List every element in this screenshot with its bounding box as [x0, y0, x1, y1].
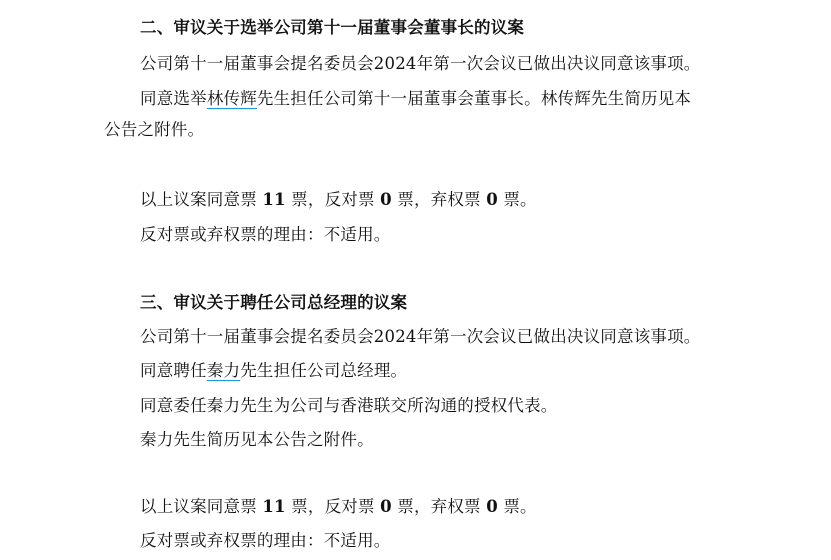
vote-text-d: 票。 [497, 497, 537, 516]
section-2-paragraph-2 [140, 88, 691, 110]
vote-abstain-count: 0 [486, 190, 498, 209]
section-2-heading: 二、审议关于选举公司第十一届董事会董事长的议案 [140, 18, 525, 37]
vote-against-count: 0 [380, 190, 392, 209]
vote-text-a: 以上议案同意票 [140, 190, 263, 209]
section-2-paragraph-1: 公司第十一届董事会提名委员会2024年第一次会议已做出决议同意该事项。 [140, 54, 701, 73]
section-2-vote-result [140, 189, 537, 211]
vote-abstain-count: 0 [486, 497, 498, 516]
section-3-paragraph-3: 同意委任秦力先生为公司与香港联交所沟通的授权代表。 [140, 396, 558, 415]
section-3-vote-result [140, 496, 537, 518]
section-3-paragraph-1: 公司第十一届董事会提名委员会2024年第一次会议已做出决议同意该事项。 [140, 327, 701, 346]
section-3-p2-suffix: 先生担任公司总经理。 [240, 361, 408, 380]
section-2-p2-prefix: 同意选举 [140, 89, 207, 108]
general-manager-name: 秦力 [206, 361, 241, 380]
section-3-vote-reason: 反对票或弃权票的理由：不适用。 [140, 531, 391, 550]
vote-text-b: 票，反对票 [285, 497, 381, 516]
section-3-p2-prefix: 同意聘任 [140, 361, 207, 380]
section-2-paragraph-2-continued: 公告之附件。 [104, 120, 205, 139]
vote-against-count: 0 [380, 497, 392, 516]
vote-text-d: 票。 [497, 190, 537, 209]
vote-text-a: 以上议案同意票 [140, 497, 263, 516]
vote-text-c: 票，弃权票 [391, 190, 487, 209]
section-3-heading: 三、审议关于聘任公司总经理的议案 [140, 293, 408, 312]
section-3-paragraph-4: 秦力先生简历见本公告之附件。 [140, 430, 374, 449]
vote-text-b: 票，反对票 [285, 190, 381, 209]
vote-for-count: 11 [262, 497, 286, 516]
chairman-name: 林传辉 [206, 89, 257, 108]
vote-text-c: 票，弃权票 [391, 497, 487, 516]
section-2-p2-suffix: 先生担任公司第十一届董事会董事长。林传辉先生简历见本 [256, 89, 692, 108]
section-2-vote-reason: 反对票或弃权票的理由：不适用。 [140, 225, 391, 244]
section-3-paragraph-2 [140, 360, 407, 382]
vote-for-count: 11 [262, 190, 286, 209]
